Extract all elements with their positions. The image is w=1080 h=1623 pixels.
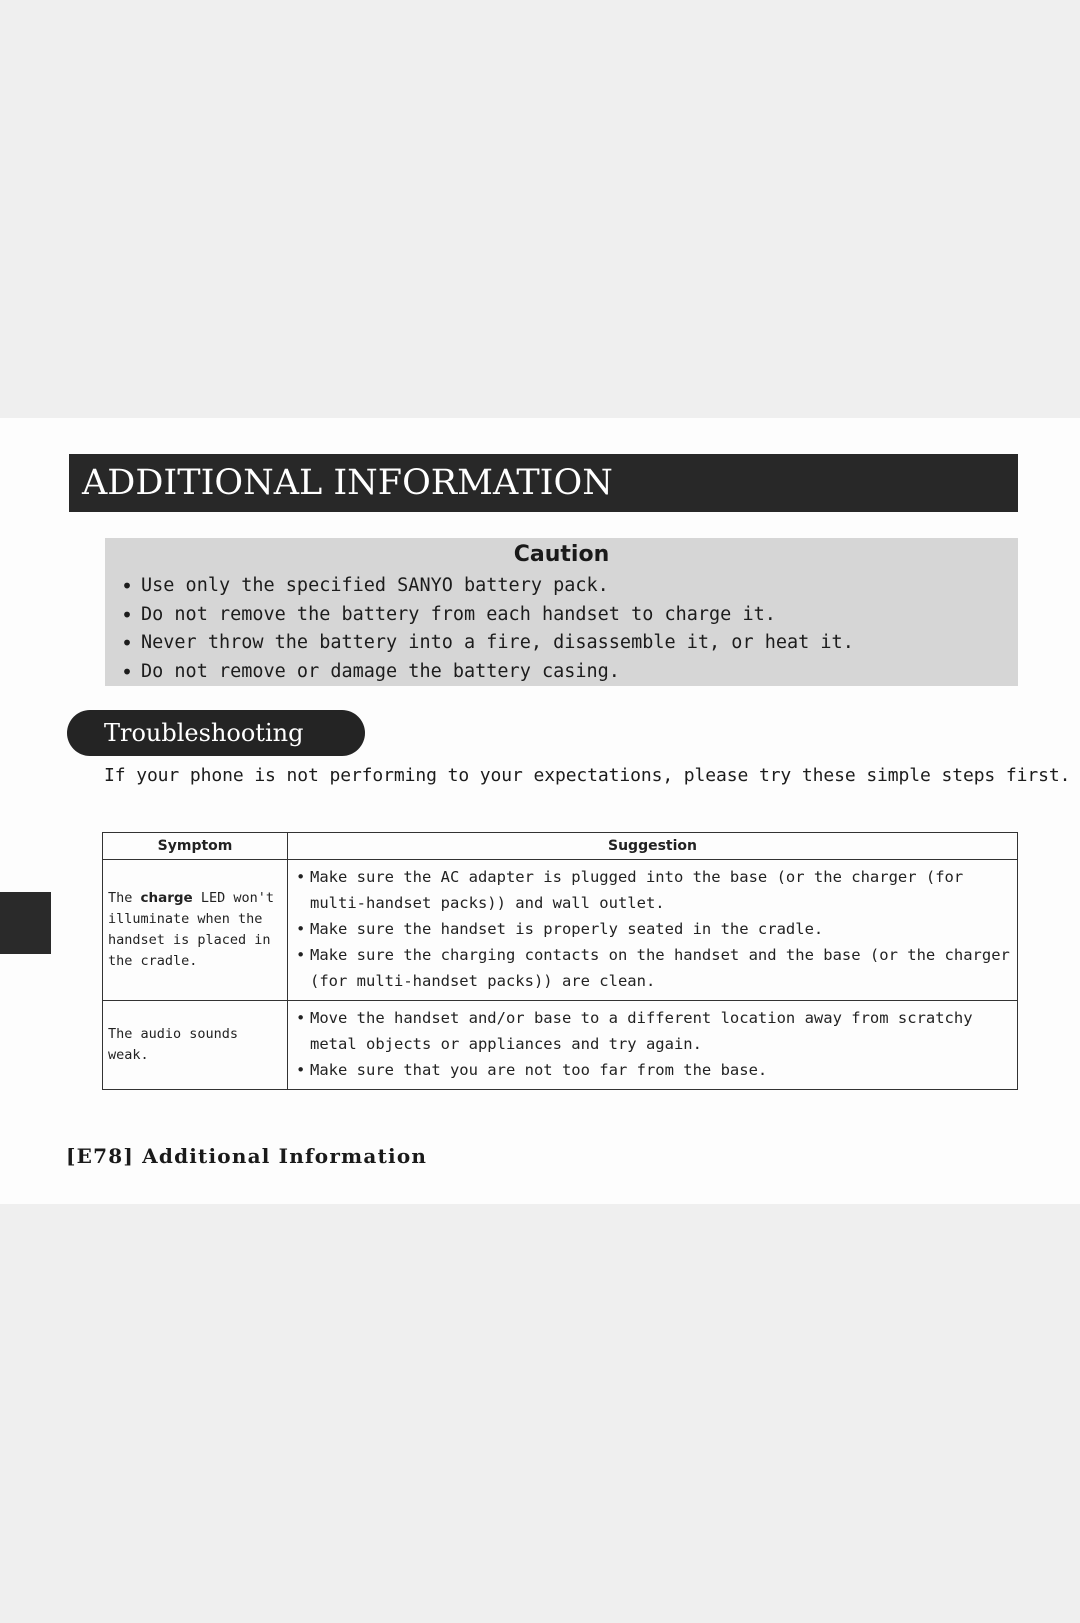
- table-row: [103, 1001, 1018, 1090]
- suggestion-item: • Make sure the AC adapter is plugged into the base (or the charger (for multi-handset packs)) and wall outlet.: [296, 864, 1017, 916]
- charge-label: charge: [140, 890, 193, 906]
- caution-box: [105, 538, 1018, 686]
- symptom-cell: The audio sounds weak.: [103, 1001, 288, 1090]
- caution-item: • Do not remove or damage the battery casing.: [121, 658, 854, 687]
- suggestion-cell: [288, 860, 1018, 1001]
- caution-item: • Do not remove the battery from each handset to charge it.: [121, 601, 854, 630]
- caution-title: Caution: [513, 542, 610, 567]
- page-footer: [E78] Additional Information: [66, 1144, 428, 1168]
- symptom-cell: The charge LED won't illuminate when the handset is placed in the cradle.: [103, 860, 288, 1001]
- column-header-symptom: Symptom: [103, 833, 288, 860]
- table-row: [103, 860, 1018, 1001]
- suggestion-item: • Make sure the handset is properly seated in the cradle.: [296, 916, 1017, 942]
- suggestion-item: • Make sure the charging contacts on the handset and the base (or the charger (for multi-handset packs)) are clean.: [296, 942, 1017, 994]
- section-header: [69, 454, 1018, 512]
- caution-list: [121, 572, 854, 686]
- caution-item: • Never throw the battery into a fire, disassemble it, or heat it.: [121, 629, 854, 658]
- troubleshooting-table: [102, 832, 1018, 1090]
- troubleshooting-intro: If your phone is not performing to your expectations, please try these simple steps first.: [104, 765, 1071, 786]
- suggestion-item: • Make sure that you are not too far from the base.: [296, 1057, 1017, 1083]
- table-header-row: [103, 833, 1018, 860]
- caution-item: • Use only the specified SANYO battery pack.: [121, 572, 854, 601]
- suggestion-cell: [288, 1001, 1018, 1090]
- column-header-suggestion: Suggestion: [288, 833, 1018, 860]
- troubleshooting-heading: [67, 710, 365, 756]
- section-title: ADDITIONAL INFORMATION: [82, 463, 613, 503]
- troubleshooting-title: Troubleshooting: [104, 719, 304, 747]
- section-tab-marker: [0, 892, 51, 954]
- suggestion-item: • Move the handset and/or base to a different location away from scratchy metal objects or appliances and try again.: [296, 1005, 1017, 1057]
